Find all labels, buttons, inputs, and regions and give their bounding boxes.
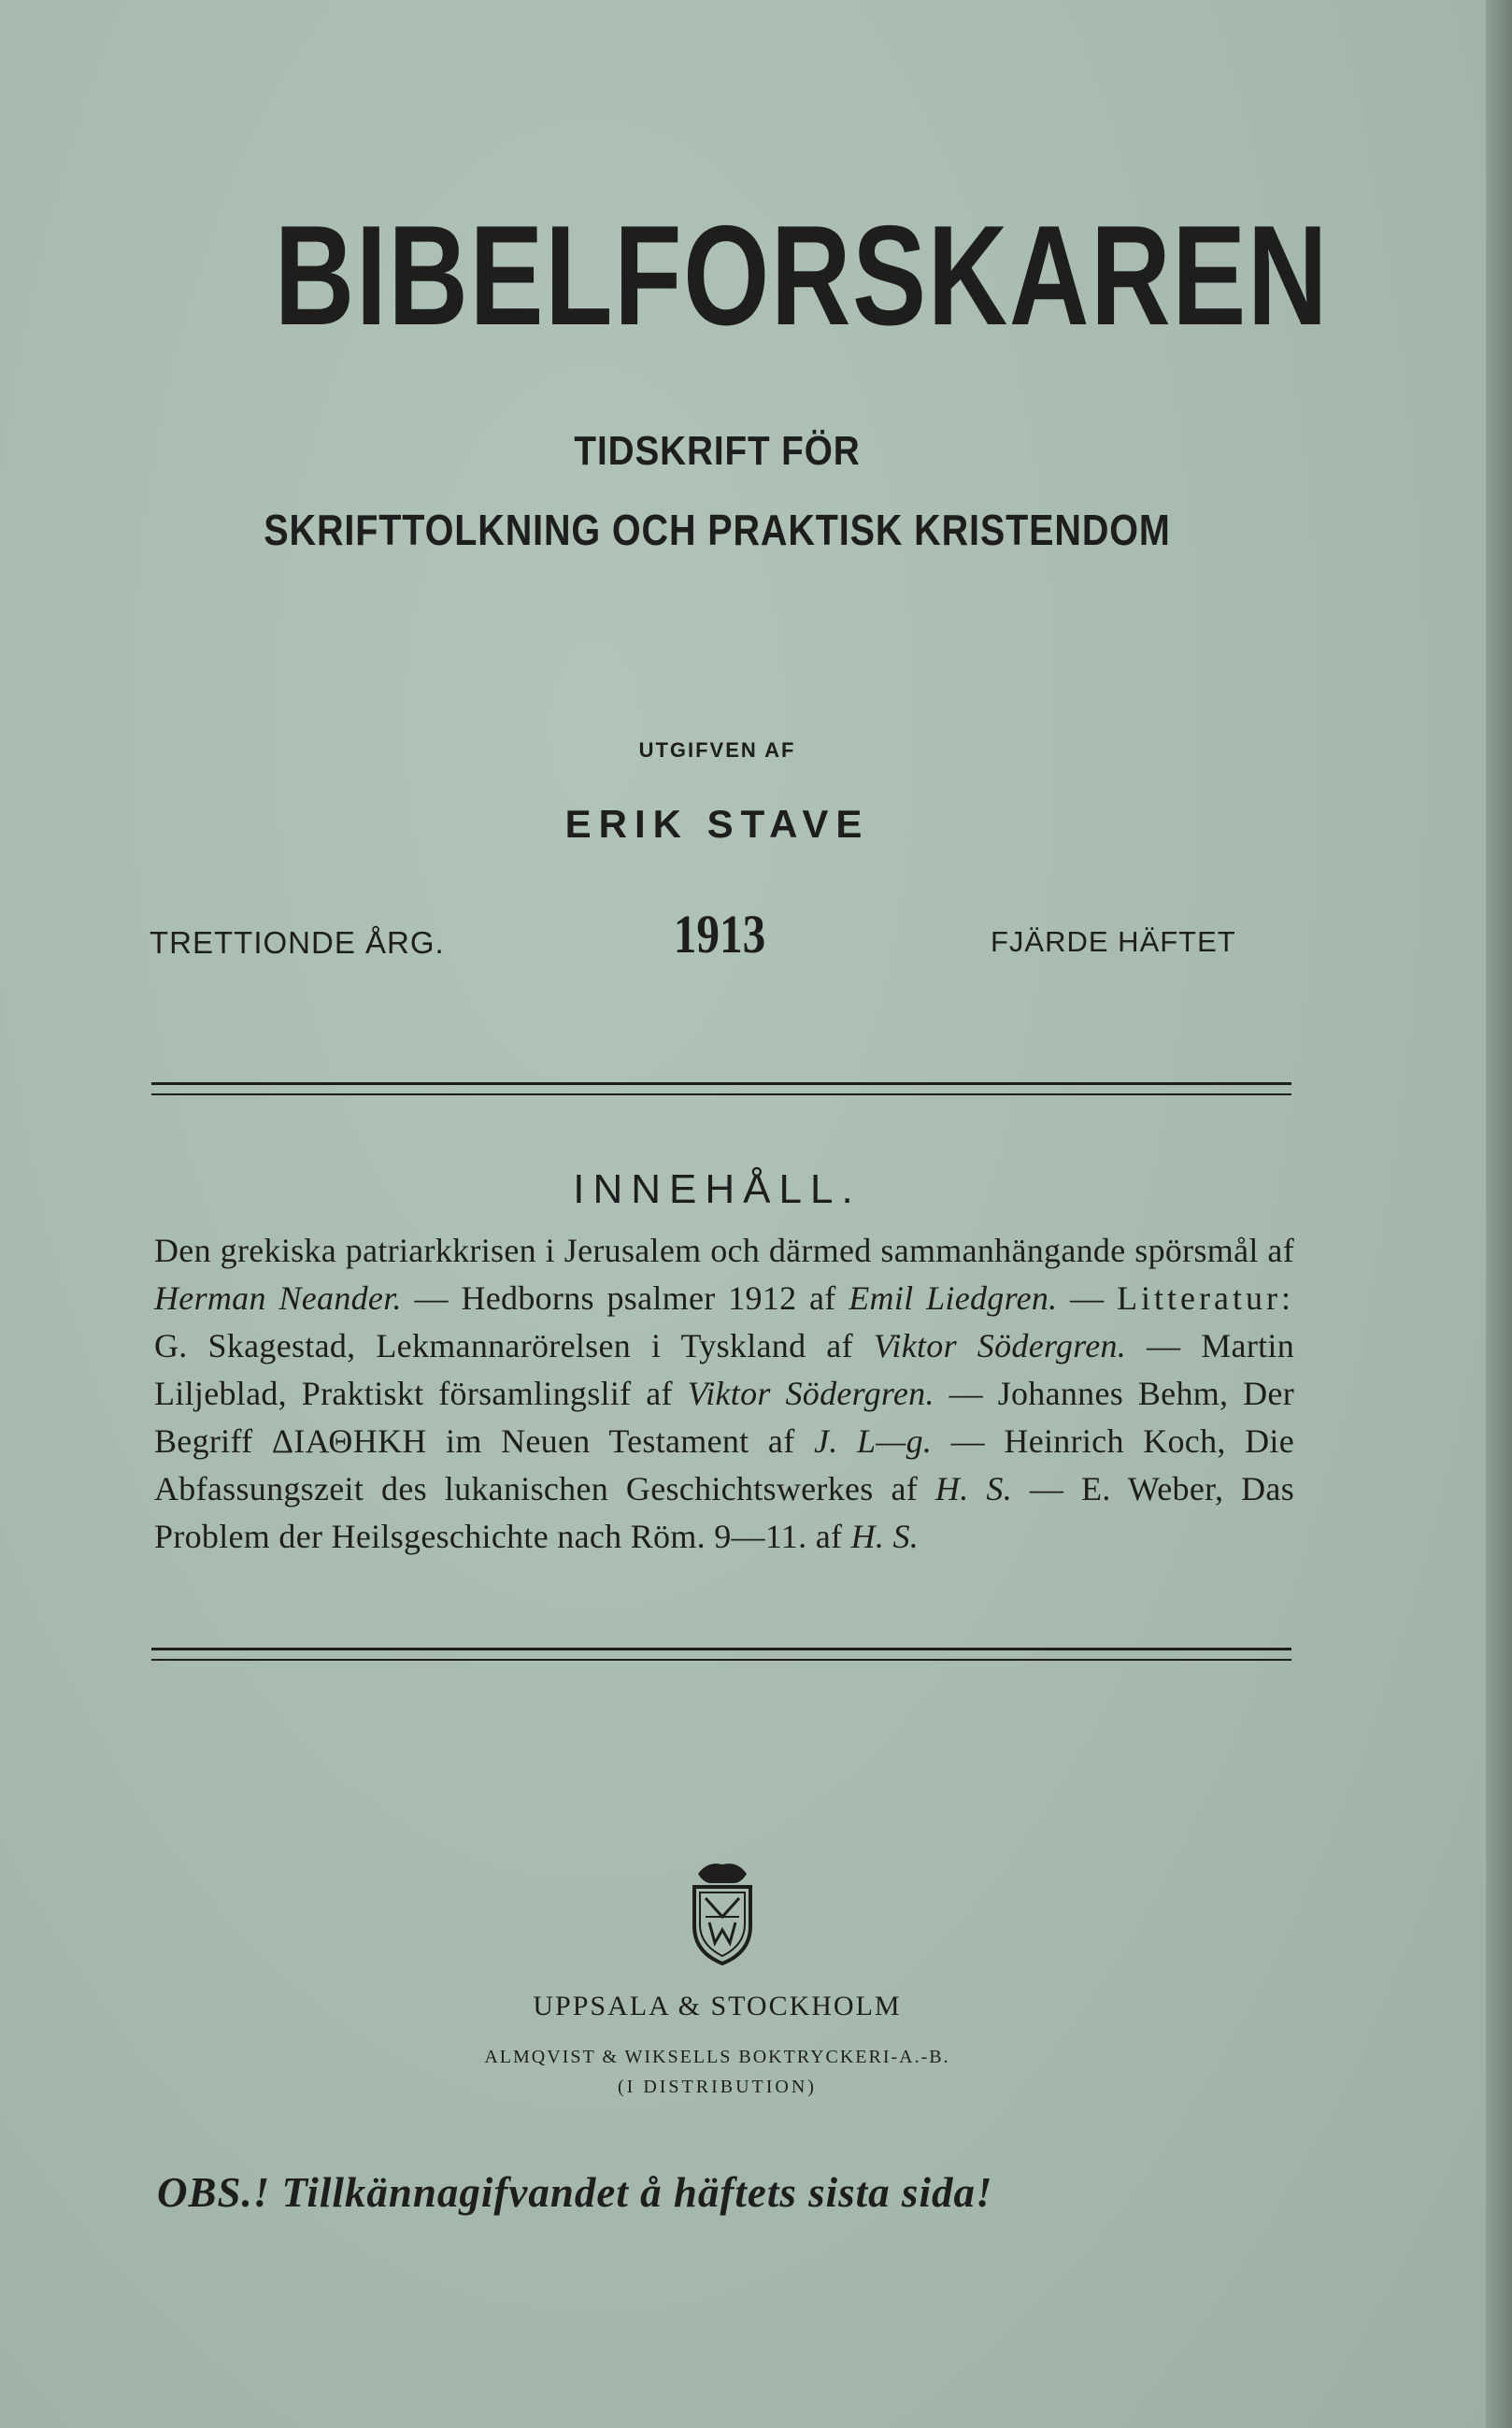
- divider-top-2: [151, 1093, 1291, 1095]
- issue-year: 1913: [673, 904, 766, 964]
- publisher-emblem-icon: [685, 1855, 760, 1967]
- contents-author: Viktor Södergren.: [687, 1375, 934, 1412]
- contents-item-2: Hedborns psalmer 1912 af Emil Liedgren.: [461, 1279, 1058, 1317]
- contents-author: H. S.: [850, 1518, 920, 1555]
- issue-number: FJÄRDE HÄFTET: [991, 925, 1236, 958]
- contents-item-7: E. Weber, Das Problem der Heilsgeschichte nach Röm. 9—11. af H. S.: [154, 1470, 1295, 1555]
- contents-list: Den grekiska patriarkkrisen i Jerusalem och därmed sammanhängande spörsmål af Herman Neander. — Hedborns psalmer 1912 af Emil Liedgren. — Litteratur: G. Skagestad, Lekmannarörelsen i Tyskland af Viktor Södergren. — Martin Liljeblad, Praktiskt församlingslif af Viktor Södergren. — Johannes Behm, Der Begriff ΔΙΑΘΗΚΗ im Neuen Testament af J. L—g. — Heinrich Koch, Die Abfassungszeit des lukanischen Geschichtswerkes af H. S. — E. Weber, Das Problem der Heilsgeschichte nach Röm. 9—11. af H. S.: [154, 1232, 1295, 1555]
- notice-text: OBS.! Tillkännagifvandet å häftets sista sida!: [157, 2169, 993, 2216]
- contents-author: Herman Neander.: [154, 1279, 402, 1317]
- divider-top-1: [151, 1082, 1291, 1085]
- page-edge: [1486, 0, 1512, 2428]
- publisher-distribution: (I DISTRIBUTION): [618, 2077, 817, 2097]
- contents-item-6: Heinrich Koch, Die Abfassungszeit des lukanischen Geschichtswerkes af H. S.: [154, 1422, 1294, 1507]
- publisher-printer: ALMQVIST & WIKSELLS BOKTRYCKERI-A.-B.: [484, 2047, 950, 2067]
- contents-item-5: Johannes Behm, Der Begriff ΔΙΑΘΗΚΗ im Neuen Testament af J. L—g.: [154, 1375, 1295, 1460]
- published-by-label: UTGIFVEN AF: [638, 738, 796, 762]
- issue-volume: TRETTIONDE ÅRG.: [150, 925, 445, 960]
- divider-bottom-2: [151, 1659, 1291, 1661]
- contents-author: Viktor Södergren.: [873, 1327, 1127, 1364]
- journal-subtitle-line2: SKRIFTTOLKNING OCH PRAKTISK KRISTENDOM: [264, 506, 1171, 554]
- contents-item-1: Den grekiska patriarkkrisen i Jerusalem och därmed sammanhängande spörsmål af Herman Neander.: [154, 1232, 1294, 1317]
- editor-name: ERIK STAVE: [564, 802, 870, 846]
- journal-title: BIBELFORSKAREN: [274, 196, 1330, 355]
- contents-heading: INNEHÅLL.: [573, 1166, 862, 1212]
- contents-author: J. L—g.: [813, 1422, 933, 1460]
- contents-author: Emil Liedgren.: [849, 1279, 1058, 1317]
- contents-item-4: Martin Liljeblad, Praktiskt församlingslif af Viktor Södergren.: [154, 1327, 1295, 1412]
- journal-subtitle-line1: TIDSKRIFT FÖR: [574, 428, 861, 474]
- publisher-city: UPPSALA & STOCKHOLM: [533, 1991, 902, 2021]
- divider-bottom-1: [151, 1648, 1291, 1650]
- contents-item-3: Litteratur: G. Skagestad, Lekmannarörelsen i Tyskland af Viktor Södergren.: [154, 1279, 1294, 1364]
- contents-author: H. S.: [934, 1470, 1012, 1507]
- contents-section-label: Litteratur:: [1117, 1279, 1294, 1317]
